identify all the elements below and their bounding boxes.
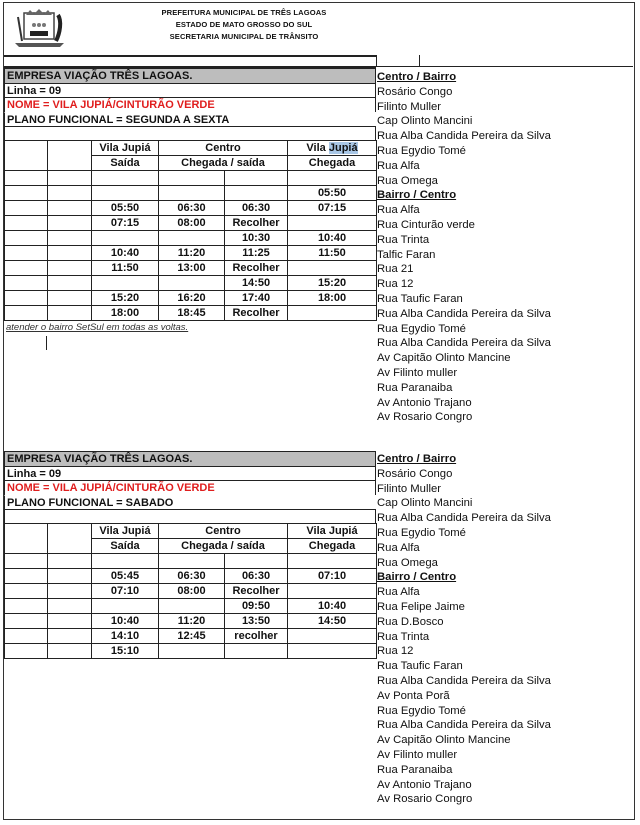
time-cell-vila-jupia-departure: 18:00 — [92, 306, 159, 321]
empty-cell — [5, 554, 48, 569]
street-item: Rua Alba Candida Pereira da Silva — [377, 307, 551, 320]
operating-plan: PLANO FUNCIONAL = SEGUNDA A SEXTA — [4, 112, 376, 127]
table-row — [5, 261, 377, 276]
table-row — [5, 644, 377, 659]
table-row — [5, 306, 377, 321]
line-number: Linha = 09 — [4, 83, 376, 98]
empty-cell — [48, 614, 92, 629]
col-header-vila-jupia-arrival: Vila Jupiá — [288, 524, 377, 539]
empty-cell — [5, 614, 48, 629]
time-cell-vila-jupia-departure — [92, 554, 159, 569]
empty-cell — [5, 216, 48, 231]
street-item: Rua 21 — [377, 263, 414, 276]
timetable — [4, 523, 377, 659]
empty-cell — [5, 201, 48, 216]
empty-cell — [5, 246, 48, 261]
table-row — [5, 584, 377, 599]
street-item: Cap Olinto Mancini — [377, 115, 473, 128]
street-item: Rua Omega — [377, 174, 438, 187]
street-item: Talfic Faran — [377, 248, 436, 261]
empty-cell — [5, 599, 48, 614]
time-cell-centro-departure — [225, 186, 288, 201]
time-cell-centro-arrival: 11:20 — [159, 246, 225, 261]
route-note: atender o bairro SetSul em todas as voltas. — [6, 322, 189, 333]
subheader-chegada: Chegada — [288, 156, 377, 171]
empty-cell — [48, 171, 92, 186]
street-item: Cap Olinto Mancini — [377, 497, 473, 510]
empty-cell — [48, 261, 92, 276]
street-itinerary-weekday — [377, 70, 627, 425]
street-item: Rua Alba Candida Pereira da Silva — [377, 512, 551, 525]
time-cell-vila-jupia-arrival: 10:40 — [288, 231, 377, 246]
empty-cell — [5, 231, 48, 246]
time-cell-centro-departure: Recolher — [225, 216, 288, 231]
street-item: Filinto Muller — [377, 482, 442, 495]
time-cell-vila-jupia-departure: 11:50 — [92, 261, 159, 276]
street-item: Av Antonio Trajano — [377, 396, 472, 409]
direction-heading: Centro / Bairro — [377, 71, 457, 83]
street-item: Rua Taufic Faran — [377, 292, 463, 305]
header-line-2: ESTADO DE MATO GROSSO DO SUL — [175, 20, 313, 29]
empty-cell — [48, 629, 92, 644]
subheader-saida: Saída — [92, 539, 159, 554]
empty-cell — [48, 186, 92, 201]
empty-cell — [5, 306, 48, 321]
direction-heading: Bairro / Centro — [377, 189, 457, 202]
street-item: Av Ponta Porã — [377, 689, 450, 702]
line-number: Linha = 09 — [4, 466, 376, 481]
municipal-coat-of-arms-icon — [12, 7, 67, 49]
subheader-chegada-saida: Chegada / saída — [159, 539, 288, 554]
time-cell-vila-jupia-arrival — [288, 216, 377, 231]
subheader-chegada: Chegada — [288, 539, 377, 554]
empty-cell — [5, 261, 48, 276]
time-cell-vila-jupia-departure — [92, 231, 159, 246]
time-cell-centro-arrival: 08:00 — [159, 216, 225, 231]
table-row — [5, 554, 377, 569]
street-item: Rua Alfa — [377, 541, 420, 554]
table-row — [5, 186, 377, 201]
divider — [376, 66, 633, 67]
time-cell-vila-jupia-departure: 10:40 — [92, 614, 159, 629]
table-row — [5, 171, 377, 186]
time-cell-vila-jupia-departure — [92, 599, 159, 614]
street-item: Rua Cinturão verde — [377, 218, 475, 231]
empty-cell — [48, 231, 92, 246]
table-row — [5, 291, 377, 306]
time-cell-vila-jupia-departure: 07:15 — [92, 216, 159, 231]
time-cell-centro-arrival — [159, 644, 225, 659]
empty-cell — [48, 306, 92, 321]
street-item: Rua Alfa — [377, 204, 420, 217]
time-cell-centro-arrival: 08:00 — [159, 584, 225, 599]
empty-cell — [48, 599, 92, 614]
time-cell-vila-jupia-arrival: 15:20 — [288, 276, 377, 291]
time-cell-centro-departure — [225, 171, 288, 186]
street-item: Av Filinto muller — [377, 366, 458, 379]
street-itinerary-saturday — [377, 452, 627, 807]
empty-cell — [48, 201, 92, 216]
time-cell-centro-arrival: 16:20 — [159, 291, 225, 306]
street-item: Rua D.Bosco — [377, 615, 444, 628]
street-item: Rua Alba Candida Pereira da Silva — [377, 674, 551, 687]
table-row — [5, 231, 377, 246]
time-cell-vila-jupia-arrival — [288, 584, 377, 599]
blank-row — [4, 509, 376, 523]
column-header-row — [5, 524, 377, 539]
time-cell-centro-departure — [225, 554, 288, 569]
col-header-vila-jupia-arrival: Vila Jupiá — [288, 141, 377, 156]
time-cell-centro-departure: 09:50 — [225, 599, 288, 614]
column-header-row — [5, 141, 377, 156]
highlighted-text: Jupiá — [328, 141, 358, 154]
subheader-saida: Saída — [92, 156, 159, 171]
time-cell-centro-departure: 11:25 — [225, 246, 288, 261]
time-cell-vila-jupia-departure — [92, 276, 159, 291]
street-item: Rua 12 — [377, 645, 414, 658]
time-cell-centro-arrival — [159, 599, 225, 614]
time-cell-centro-arrival: 13:00 — [159, 261, 225, 276]
time-cell-vila-jupia-departure: 10:40 — [92, 246, 159, 261]
street-item: Rua Alfa — [377, 159, 420, 172]
time-cell-centro-departure: 13:50 — [225, 614, 288, 629]
route-name: NOME = VILA JUPIÁ/CINTURÃO VERDE — [4, 480, 376, 495]
street-item: Rua Trinta — [377, 233, 430, 246]
empty-cell — [48, 276, 92, 291]
time-cell-centro-arrival: 18:45 — [159, 306, 225, 321]
header-text — [144, 7, 344, 43]
street-item: Rua Alba Candida Pereira da Silva — [377, 130, 551, 143]
table-row — [5, 216, 377, 231]
street-item: Av Rosario Congro — [377, 411, 473, 424]
empty-cell — [48, 569, 92, 584]
street-item: Rua Egydio Tomé — [377, 322, 466, 335]
table-row — [5, 201, 377, 216]
table-row — [5, 569, 377, 584]
time-cell-centro-departure: recolher — [225, 629, 288, 644]
street-item: Rua 12 — [377, 278, 414, 291]
street-item: Rua Alba Candida Pereira da Silva — [377, 719, 551, 732]
time-cell-centro-arrival — [159, 171, 225, 186]
table-row — [5, 276, 377, 291]
empty-cell — [5, 629, 48, 644]
operating-plan: PLANO FUNCIONAL = SABADO — [4, 495, 376, 510]
schedule-saturday — [4, 451, 376, 659]
street-item: Rua Alfa — [377, 586, 420, 599]
time-cell-centro-departure: 17:40 — [225, 291, 288, 306]
empty-cell — [5, 291, 48, 306]
street-item: Rua Alba Candida Pereira da Silva — [377, 337, 551, 350]
time-cell-vila-jupia-arrival — [288, 644, 377, 659]
time-cell-vila-jupia-arrival: 11:50 — [288, 246, 377, 261]
street-item: Rua Egydio Tomé — [377, 526, 466, 539]
timetable — [4, 140, 377, 321]
time-cell-centro-arrival — [159, 276, 225, 291]
document-header — [4, 3, 634, 53]
time-cell-centro-departure: Recolher — [225, 306, 288, 321]
empty-cell — [5, 584, 48, 599]
time-cell-vila-jupia-arrival — [288, 261, 377, 276]
company-name: EMPRESA VIAÇÃO TRÊS LAGOAS. — [4, 451, 376, 466]
street-item: Rua Felipe Jaime — [377, 600, 465, 613]
time-cell-centro-departure — [225, 644, 288, 659]
time-cell-vila-jupia-departure: 07:10 — [92, 584, 159, 599]
time-cell-centro-arrival: 06:30 — [159, 201, 225, 216]
street-item: Av Capitão Olinto Mancine — [377, 734, 511, 747]
empty-cell — [5, 276, 48, 291]
header-line-3: SECRETARIA MUNICIPAL DE TRÂNSITO — [169, 32, 319, 41]
col-header-centro: Centro — [159, 524, 288, 539]
table-row — [5, 246, 377, 261]
empty-cell — [48, 584, 92, 599]
time-cell-vila-jupia-departure: 15:10 — [92, 644, 159, 659]
time-cell-vila-jupia-departure: 05:45 — [92, 569, 159, 584]
street-item: Av Rosario Congro — [377, 793, 473, 806]
time-cell-vila-jupia-arrival: 18:00 — [288, 291, 377, 306]
empty-cell — [48, 291, 92, 306]
time-cell-vila-jupia-departure: 05:50 — [92, 201, 159, 216]
empty-cell — [48, 216, 92, 231]
route-name: NOME = VILA JUPIÁ/CINTURÃO VERDE — [4, 97, 376, 112]
time-cell-vila-jupia-departure: 14:10 — [92, 629, 159, 644]
time-cell-vila-jupia-arrival — [288, 554, 377, 569]
street-item: Rosário Congo — [377, 467, 453, 480]
time-cell-centro-arrival — [159, 186, 225, 201]
time-cell-vila-jupia-departure — [92, 171, 159, 186]
street-item: Rua Taufic Faran — [377, 660, 463, 673]
blank-row — [4, 126, 376, 140]
time-cell-centro-departure: 14:50 — [225, 276, 288, 291]
col-header-centro: Centro — [159, 141, 288, 156]
empty-cell — [48, 246, 92, 261]
empty-cell — [5, 171, 48, 186]
time-cell-centro-departure: Recolher — [225, 584, 288, 599]
street-item: Rua Trinta — [377, 630, 430, 643]
time-cell-centro-arrival: 11:20 — [159, 614, 225, 629]
time-cell-vila-jupia-departure — [92, 186, 159, 201]
time-cell-centro-departure: 06:30 — [225, 201, 288, 216]
street-item: Filinto Muller — [377, 100, 442, 113]
time-cell-vila-jupia-arrival: 10:40 — [288, 599, 377, 614]
header-line-1: PREFEITURA MUNICIPAL DE TRÊS LAGOAS — [161, 8, 327, 17]
time-cell-centro-arrival — [159, 231, 225, 246]
empty-cell — [5, 186, 48, 201]
empty-cell — [48, 644, 92, 659]
time-cell-centro-arrival — [159, 554, 225, 569]
empty-cell — [5, 569, 48, 584]
table-row — [5, 629, 377, 644]
company-name: EMPRESA VIAÇÃO TRÊS LAGOAS. — [4, 68, 376, 83]
time-cell-centro-departure: 06:30 — [225, 569, 288, 584]
street-item: Rosário Congo — [377, 85, 453, 98]
col-header-vila-jupia-departure: Vila Jupiá — [92, 524, 159, 539]
time-cell-vila-jupia-arrival: 07:10 — [288, 569, 377, 584]
time-cell-centro-arrival: 06:30 — [159, 569, 225, 584]
street-item: Av Capitão Olinto Mancine — [377, 352, 511, 365]
time-cell-vila-jupia-arrival: 14:50 — [288, 614, 377, 629]
time-cell-vila-jupia-arrival — [288, 306, 377, 321]
time-cell-centro-departure: Recolher — [225, 261, 288, 276]
col-header-vila-jupia-departure: Vila Jupiá — [92, 141, 159, 156]
divider — [46, 336, 47, 350]
direction-heading: Bairro / Centro — [377, 571, 457, 584]
subheader-chegada-saida: Chegada / saída — [159, 156, 288, 171]
time-cell-vila-jupia-arrival — [288, 171, 377, 186]
street-item: Rua Paranaiba — [377, 763, 453, 776]
street-item: Rua Egydio Tomé — [377, 704, 466, 717]
direction-heading: Centro / Bairro — [377, 453, 457, 465]
time-cell-centro-departure: 10:30 — [225, 231, 288, 246]
time-cell-centro-arrival: 12:45 — [159, 629, 225, 644]
street-item: Rua Paranaiba — [377, 381, 453, 394]
header-divider — [4, 55, 376, 57]
time-cell-vila-jupia-departure: 15:20 — [92, 291, 159, 306]
table-row — [5, 599, 377, 614]
street-item: Rua Omega — [377, 556, 438, 569]
street-item: Rua Egydio Tomé — [377, 144, 466, 157]
empty-cell — [48, 554, 92, 569]
empty-cell — [5, 644, 48, 659]
street-item: Av Filinto muller — [377, 748, 458, 761]
time-cell-vila-jupia-arrival: 05:50 — [288, 186, 377, 201]
time-cell-vila-jupia-arrival — [288, 629, 377, 644]
street-item: Av Antonio Trajano — [377, 778, 472, 791]
table-row — [5, 614, 377, 629]
time-cell-vila-jupia-arrival: 07:15 — [288, 201, 377, 216]
schedule-weekday — [4, 68, 376, 334]
